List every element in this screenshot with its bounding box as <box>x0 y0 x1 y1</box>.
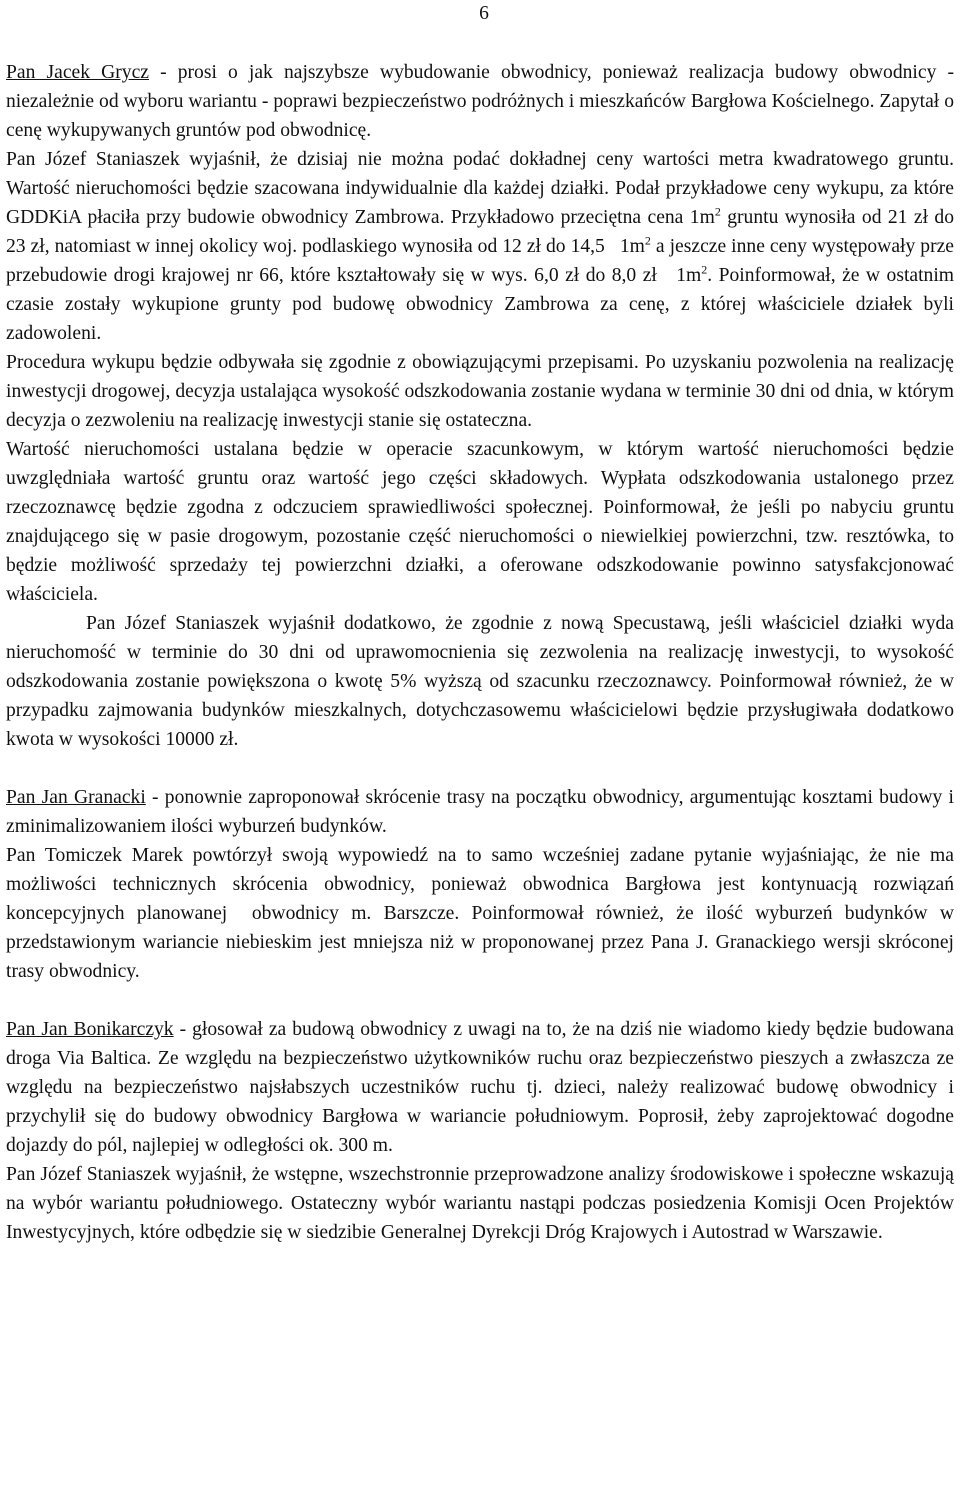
paragraph-text: Pan Tomiczek Marek powtórzył swoją wypowiedź na to samo wcześniej zadane pytanie wyjaśniając, że nie ma możliwości technicznych skrócenia obwodnicy, ponieważ obwodnica Bargłowa jest kontynuacją rozwiązań koncepcyjnych planowanej obwodnicy m. Barszcze. Poinformował również, że ilość wyburzeń budynków w przedstawionym wariancie niebieskim jest mniejsza niż w proponowanej przez Pana J. Granackiego wersji skróconej trasy obwodnicy. <box>6 845 954 982</box>
paragraph-gap <box>6 986 954 1015</box>
superscript: 2 <box>644 233 651 248</box>
paragraph <box>6 145 954 348</box>
page-number: 6 <box>479 3 489 24</box>
speaker-name: Pan Jan Granacki <box>6 787 146 808</box>
superscript: 2 <box>714 204 721 219</box>
paragraph-gap <box>6 754 954 783</box>
paragraph-text: - ponownie zaproponował skrócenie trasy na początku obwodnicy, argumentując kosztami budowy i zminimalizowaniem ilości wyburzeń budynków. <box>6 787 954 837</box>
paragraph <box>6 348 954 435</box>
paragraph <box>6 609 954 754</box>
paragraph-text: Procedura wykupu będzie odbywała się zgodnie z obowiązującymi przepisami. Po uzyskaniu pozwolenia na realizację inwestycji drogowej, decyzja ustalająca wysokość odszkodowania zostanie wydana w terminie 30 dni od dnia, w którym decyzja o zezwoleniu na realizację inwestycji stanie się ostateczna. <box>6 352 954 431</box>
paragraph-text: - głosował za budową obwodnicy z uwagi na to, że na dziś nie wiadomo kiedy będzie budowana droga Via Baltica. Ze względu na bezpieczeństwo użytkowników ruchu oraz bezpieczeństwo pieszych a zwłaszcza ze względu na bezpieczeństwo najsłabszych uczestników ruchu tj. dzieci, należy realizować budowę obwodnicy i przychylił się do budowy obwodnicy Bargłowa w wariancie południowym. Poprosił, żeby zaprojektować dogodne dojazdy do pól, najlepiej w odległości ok. 300 m. <box>6 1019 954 1156</box>
paragraph-text: . Poinformował, że w ostatnim czasie zostały wykupione grunty pod budowę obwodnicy Zambrowa za cenę, z której właściciele działek byli zadowoleni. <box>6 265 955 344</box>
speaker-name: Pan Jan Bonikarczyk <box>6 1019 174 1040</box>
paragraph <box>6 841 954 986</box>
paragraph-text: a jeszcze inne ceny występowały prze przebudowie drogi krajowej nr 66, które kształtowały się w wys. 6,0 zł do 8,0 zł 1m <box>6 236 954 286</box>
paragraph <box>6 435 954 609</box>
paragraph-text: Pan Józef Staniaszek wyjaśnił, że wstępne, wszechstronnie przeprowadzone analizy środowiskowe i społeczne wskazują na wybór wariantu południowego. Ostateczny wybór wariantu nastąpi podczas posiedzenia Komisji Ocen Projektów Inwestycyjnych, które odbędzie się w siedzibie Generalnej Dyrekcji Dróg Krajowych i Autostrad w Warszawie. <box>6 1164 954 1243</box>
paragraph <box>6 783 954 841</box>
document-body <box>6 58 954 1247</box>
paragraph-text: - prosi o jak najszybsze wybudowanie obwodnicy, ponieważ realizacja budowy obwodnicy - niezależnie od wyboru wariantu - poprawi bezpieczeństwo podróżnych i mieszkańców Bargłowa Kościelnego. Zapytał o cenę wykupywanych gruntów pod obwodnicę. <box>6 62 954 141</box>
paragraph <box>6 1015 954 1160</box>
superscript: 2 <box>701 262 708 277</box>
paragraph-text: Wartość nieruchomości ustalana będzie w operacie szacunkowym, w którym wartość nieruchomości będzie uwzględniała wartość gruntu oraz wartość jego części składowych. Wypłata odszkodowania ustalonego przez rzeczoznawcę będzie zgodna z odczuciem sprawiedliwości społecznej. Poinformował, że jeśli po nabyciu gruntu znajdującego się w pasie drogowym, pozostanie część nieruchomości o niewielkiej powierzchni, tzw. resztówka, to będzie możliwość sprzedaży tej powierzchni działki, a oferowane odszkodowanie powinno satysfakcjonować właściciela. <box>6 439 954 605</box>
paragraph <box>6 58 954 145</box>
speaker-name: Pan Jacek Grycz <box>6 62 149 83</box>
paragraph-text: Pan Józef Staniaszek wyjaśnił dodatkowo, że zgodnie z nową Specustawą, jeśli właściciel działki wyda nieruchomość w terminie do 30 dni od uprawomocnienia się zezwolenia na realizację inwestycji, to wysokość odszkodowania zostanie powiększona o kwotę 5% wyższą od szacunku rzeczoznawcy. Poinformował również, że w przypadku zajmowania budynków mieszkalnych, dotychczasowemu właścicielowi będzie przysługiwała dodatkowo kwota w wysokości 10000 zł. <box>6 613 954 750</box>
paragraph-text: Pan Józef Staniaszek wyjaśnił, że dzisiaj nie można podać dokładnej ceny wartości metra kwadratowego gruntu. Wartość nieruchomości będzie szacowana indywidualnie dla każdej działki. Podał przykładowe ceny wykupu, za które GDDKiA płaciła przy budowie obwodnicy Zambrowa. Przykładowo przeciętna cena 1m <box>6 149 954 228</box>
paragraph-text: gruntu wynosiła od 21 zł do 23 zł, natomiast w innej okolicy woj. podlaskiego wynosiła od 12 zł do 14,5 1m <box>6 207 954 257</box>
paragraph <box>6 1160 954 1247</box>
